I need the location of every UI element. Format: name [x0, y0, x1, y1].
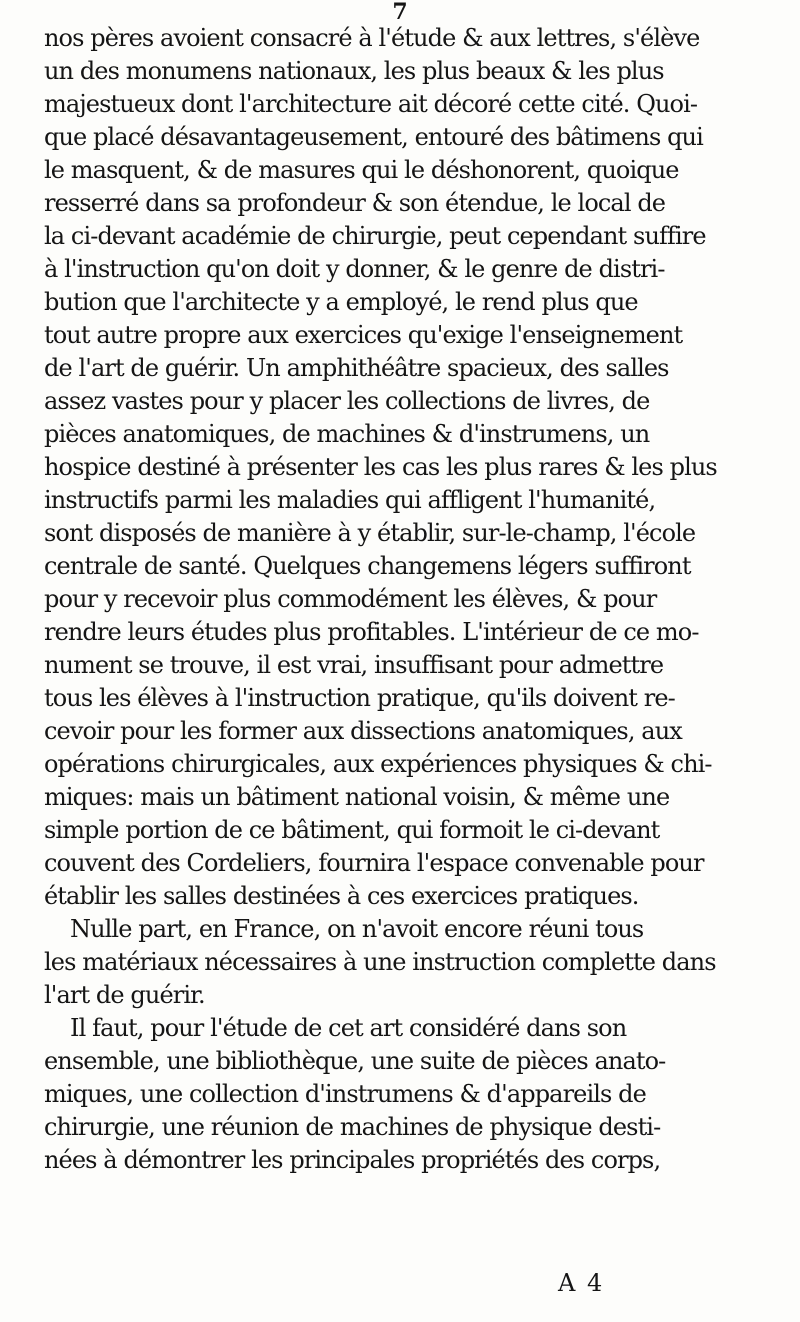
text-line: l'art de guérir.: [44, 981, 205, 1009]
text-line: miques: mais un bâtiment national voisin, & même une: [44, 783, 670, 811]
text-line: de l'art de guérir. Un amphithéâtre spacieux, des salles: [44, 354, 669, 382]
text-line: les matériaux nécessaires à une instruction complette dans: [44, 948, 716, 976]
text-line: ensemble, une bibliothèque, une suite de pièces anato-: [44, 1047, 666, 1075]
text-line: nées à démontrer les principales propriétés des corps,: [44, 1146, 661, 1174]
text-line: tout autre propre aux exercices qu'exige l'enseignement: [44, 321, 683, 349]
text-line: nument se trouve, il est vrai, insuffisant pour admettre: [44, 651, 664, 679]
text-line: assez vastes pour y placer les collections de livres, de: [44, 387, 650, 415]
text-line: simple portion de ce bâtiment, qui formoit le ci-devant: [44, 816, 660, 844]
page-number: 7: [392, 0, 408, 25]
text-line: miques, une collection d'instrumens & d'appareils de: [44, 1080, 646, 1108]
body-text: [44, 22, 776, 1177]
text-line: pour y recevoir plus commodément les élèves, & pour: [44, 585, 657, 613]
text-line: pièces anatomiques, de machines & d'instrumens, un: [44, 420, 650, 448]
signature-mark: A 4: [558, 1269, 605, 1297]
text-line: chirurgie, une réunion de machines de physique desti-: [44, 1113, 661, 1141]
text-line: bution que l'architecte y a employé, le rend plus que: [44, 288, 638, 316]
paragraph-start-line: Nulle part, en France, on n'avoit encore réuni tous: [70, 915, 644, 943]
text-line: resserré dans sa profondeur & son étendue, le local de: [44, 189, 666, 217]
text-line: un des monumens nationaux, les plus beaux & les plus: [44, 57, 664, 85]
text-line: à l'instruction qu'on doit y donner, & le genre de distri-: [44, 255, 665, 283]
text-line: centrale de santé. Quelques changemens légers suffiront: [44, 552, 691, 580]
text-line: tous les élèves à l'instruction pratique, qu'ils doivent re-: [44, 684, 675, 712]
text-line: que placé désavantageusement, entouré des bâtimens qui: [44, 123, 703, 151]
text-line: couvent des Cordeliers, fournira l'espace convenable pour: [44, 849, 704, 877]
text-line: majestueux dont l'architecture ait décoré cette cité. Quoi-: [44, 90, 698, 118]
text-line: rendre leurs études plus profitables. L'intérieur de ce mo-: [44, 618, 699, 646]
text-line: la ci-devant académie de chirurgie, peut cependant suffire: [44, 222, 706, 250]
text-line: hospice destiné à présenter les cas les plus rares & les plus: [44, 453, 717, 481]
paragraph-start-line: Il faut, pour l'étude de cet art considéré dans son: [70, 1014, 627, 1042]
text-line: sont disposés de manière à y établir, sur-le-champ, l'école: [44, 519, 696, 547]
text-line: nos pères avoient consacré à l'étude & aux lettres, s'élève: [44, 24, 700, 52]
text-line: cevoir pour les former aux dissections anatomiques, aux: [44, 717, 682, 745]
text-line: instructifs parmi les maladies qui affligent l'humanité,: [44, 486, 656, 514]
text-line: opérations chirurgicales, aux expériences physiques & chi-: [44, 750, 712, 778]
text-line: le masquent, & de masures qui le déshonorent, quoique: [44, 156, 679, 184]
text-line: établir les salles destinées à ces exercices pratiques.: [44, 882, 639, 910]
